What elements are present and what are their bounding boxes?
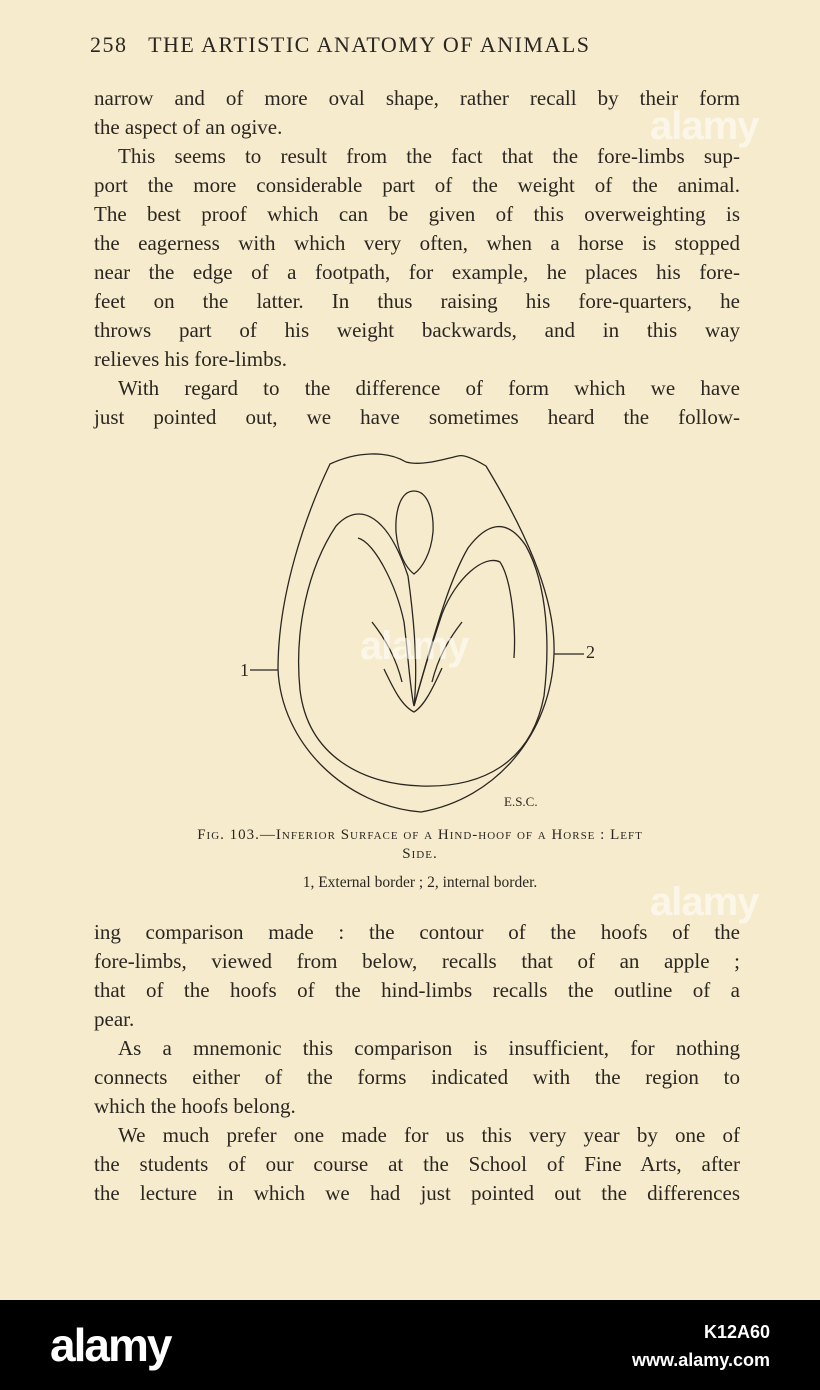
text-line: connects either of the forms indicated with the region to xyxy=(94,1065,740,1089)
text-line: As a mnemonic this comparison is insufficient, for nothing xyxy=(118,1036,740,1060)
text-line: narrow and of more oval shape, rather recall by their form xyxy=(94,86,740,110)
text-line: near the edge of a footpath, for example, he places his fore- xyxy=(94,260,740,284)
text-line: The best proof which can be given of this overweighting is xyxy=(94,202,740,226)
text-line: With regard to the difference of form which we have xyxy=(118,376,740,400)
brand-logo: alamy xyxy=(50,1319,171,1371)
body-text-bottom xyxy=(94,918,740,1208)
page-header xyxy=(90,32,690,58)
watermark: alamy xyxy=(360,624,469,668)
text-line: the students of our course at the School of Fine Arts, after xyxy=(94,1152,740,1176)
caption-line: Side. xyxy=(402,846,438,862)
text-line: just pointed out, we have sometimes heard the follow- xyxy=(94,405,740,429)
text-line: which the hoofs belong. xyxy=(94,1094,296,1118)
sole-inner-line xyxy=(384,668,442,712)
text-line: relieves his fore-limbs. xyxy=(94,347,288,371)
text-line: pear. xyxy=(94,1007,135,1031)
text-line: We much prefer one made for us this very year by one of xyxy=(118,1123,740,1147)
text-line: port the more considerable part of the weight of the animal. xyxy=(94,173,740,197)
figure-legend: 1, External border ; 2, internal border. xyxy=(302,874,538,891)
text-line: ing comparison made : the contour of the hoofs of the xyxy=(94,920,740,944)
image-id: K12A60 xyxy=(703,1322,770,1342)
text-line: the eagerness with which very often, when a horse is stopped xyxy=(94,231,740,255)
caption-line: Fig. 103.—Inferior Surface of a Hind-hoof of a Horse : Left xyxy=(197,827,643,843)
page-number: 258 xyxy=(90,32,128,57)
text-line: the aspect of an ogive. xyxy=(94,115,283,139)
text-line: feet on the latter. In thus raising his fore-quarters, he xyxy=(94,289,740,313)
label-2: 2 xyxy=(586,642,595,662)
figure-caption xyxy=(118,826,722,864)
text-line: fore-limbs, viewed from below, recalls that of an apple ; xyxy=(94,949,740,973)
label-1: 1 xyxy=(240,660,249,680)
text-line: that of the hoofs of the hind-limbs recalls the outline of a xyxy=(94,978,740,1002)
watermark: alamy xyxy=(650,104,759,148)
site-url: www.alamy.com xyxy=(631,1350,770,1370)
footer-bar xyxy=(0,1300,820,1390)
text-line: throws part of his weight backwards, and in this way xyxy=(94,318,740,342)
text-line: the lecture in which we had just pointed out the differences xyxy=(94,1181,740,1205)
artist-signature: E.S.C. xyxy=(504,794,538,809)
running-head: THE ARTISTIC ANATOMY OF ANIMALS xyxy=(148,32,591,57)
apex-oval xyxy=(396,491,433,574)
text-line: This seems to result from the fact that the fore-limbs sup- xyxy=(118,144,740,168)
body-text-top xyxy=(94,84,740,432)
watermark: alamy xyxy=(650,880,759,924)
